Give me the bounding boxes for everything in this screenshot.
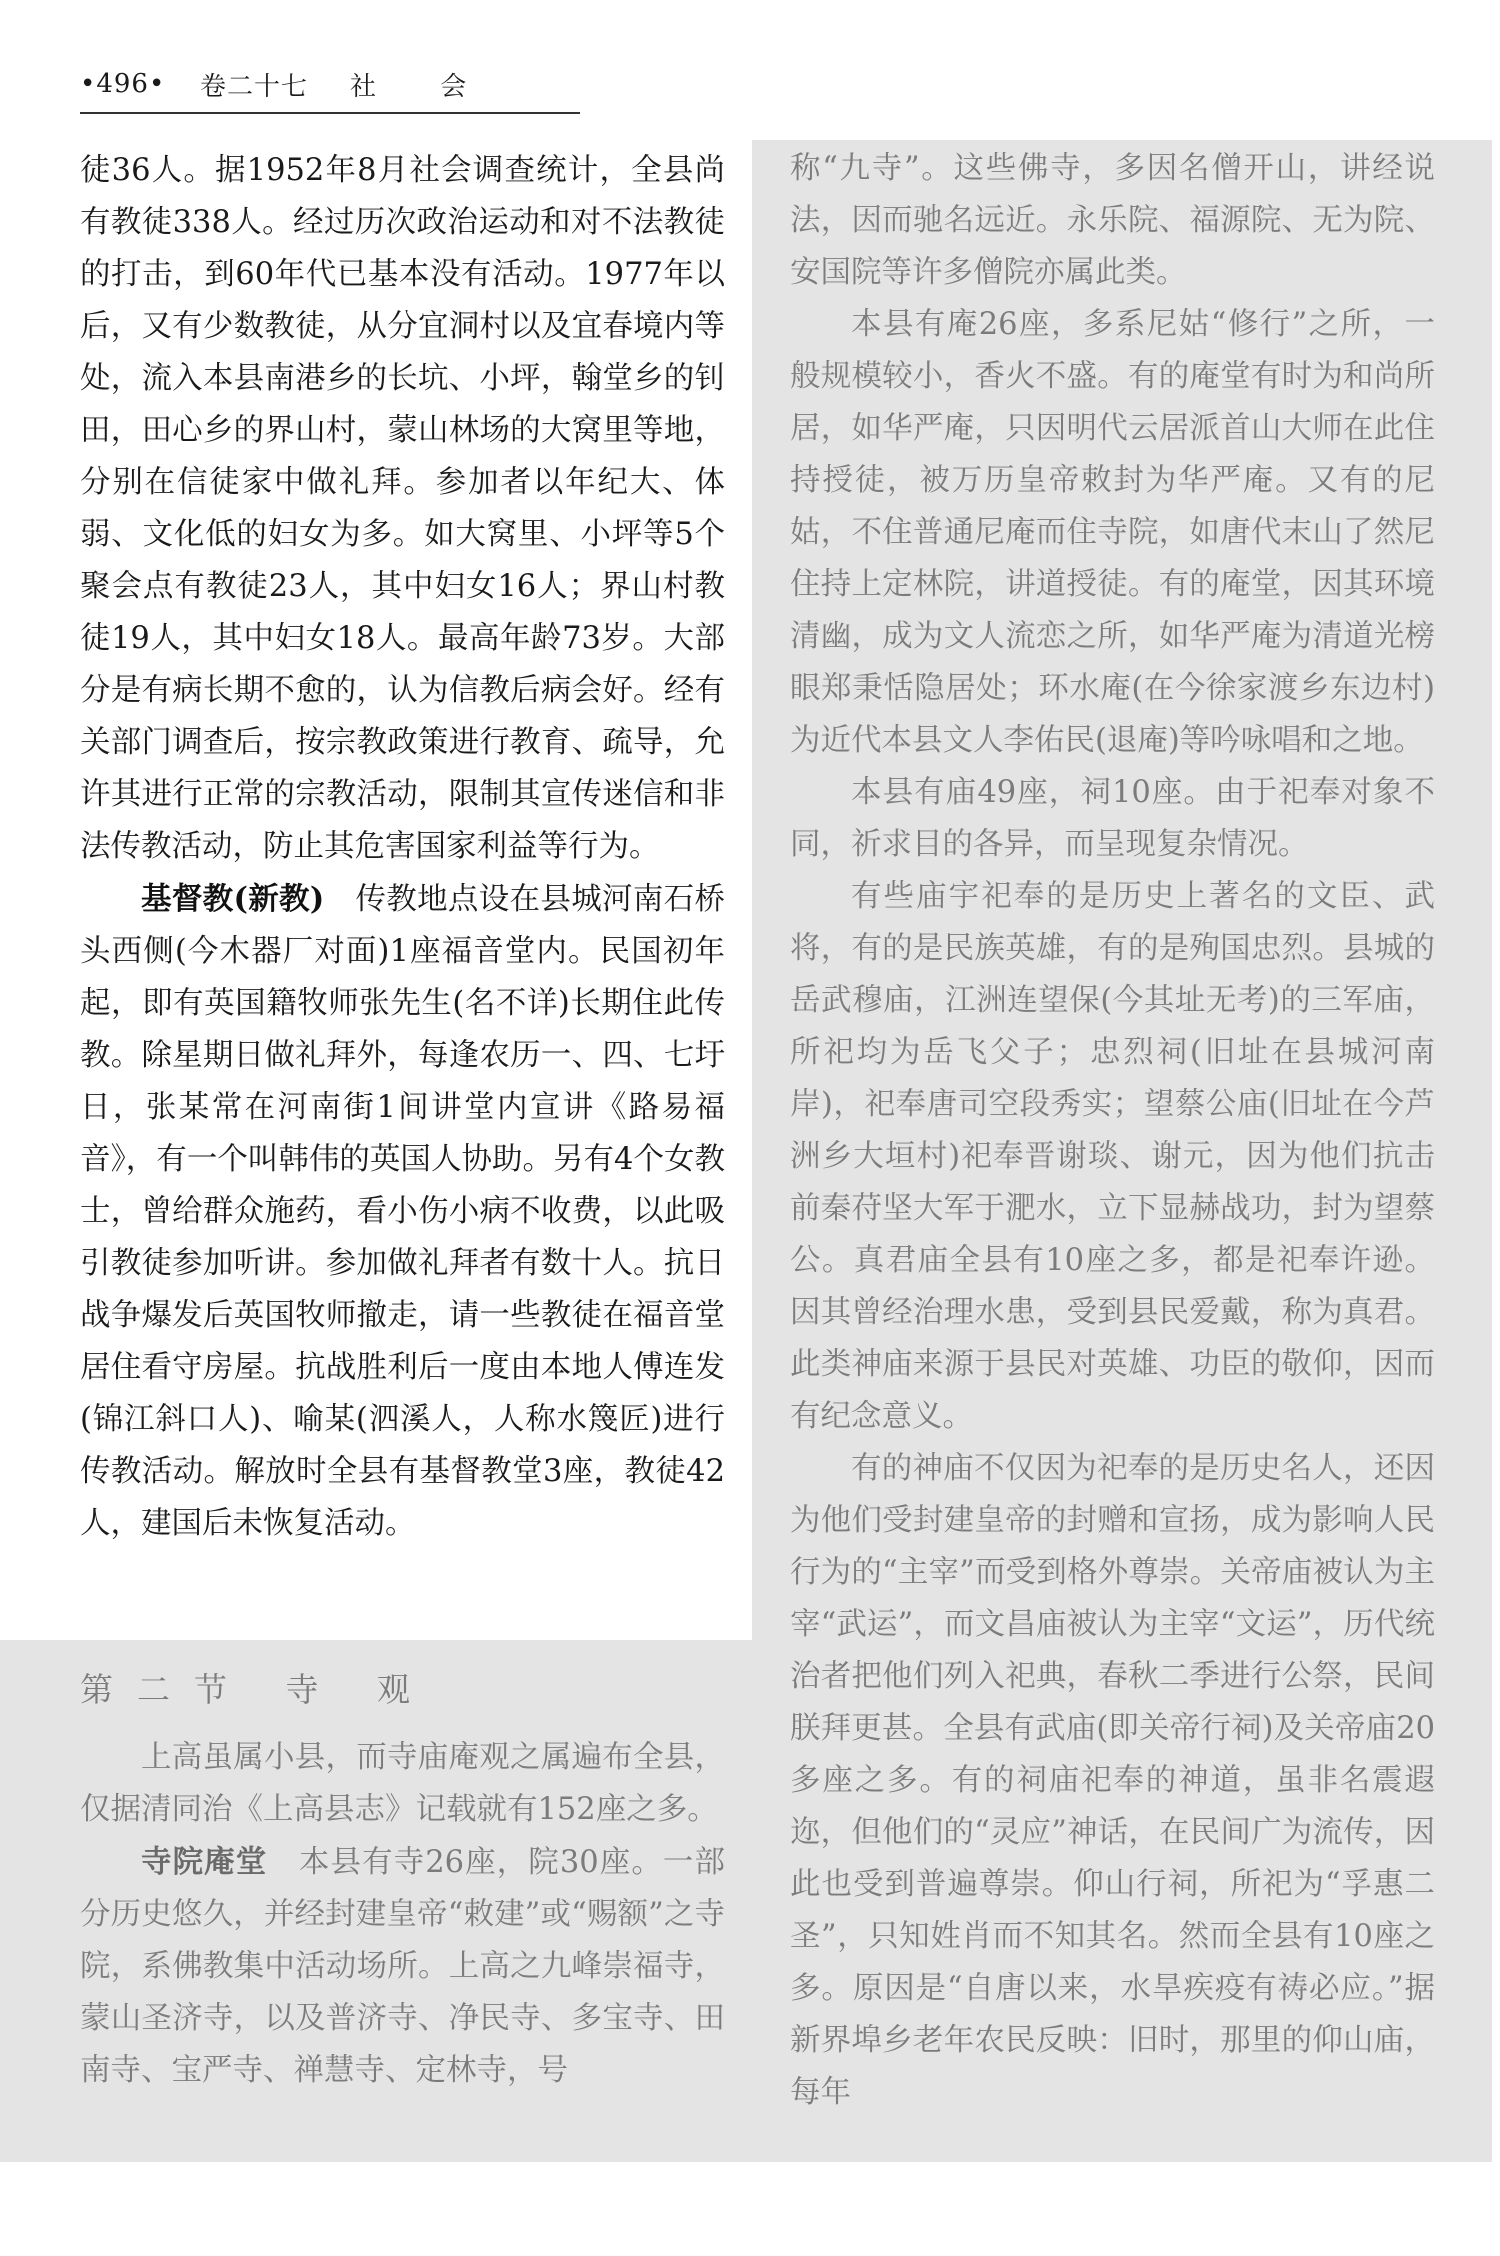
left-column <box>80 145 725 1550</box>
paragraph-text: 本县有寺26座，院30座。一部分历史悠久，并经封建皇帝“敕建”或“赐额”之寺院，系佛教集中活动场所。上高之九峰崇福寺，蒙山圣济寺，以及普济寺、净民寺、多宝寺、田南寺、宝严寺、禅慧寺、定林寺，号 <box>80 1845 725 2088</box>
left-column-lower <box>80 1662 725 2097</box>
paragraph: 有的神庙不仅因为祀奉的是历史名人，还因为他们受封建皇帝的封赠和宣扬，成为影响人民行为的“主宰”而受到格外尊崇。关帝庙被认为主宰“武运”，而文昌庙被认为主宰“文运”，历代统治者把他们列入祀典，春秋二季进行公祭，民间朕拜更甚。全县有武庙(即关帝行祠)及关帝庙20多座之多。有的祠庙祀奉的神道，虽非名震遐迩，但他们的“灵应”神话，在民间广为流传，因此也受到普遍尊崇。仰山行祠，所祀为“孚惠二圣”，只知姓肖而不知其名。然而全县有10座之多。原因是“自唐以来，水旱疾疫有祷必应。”据新界埠乡老年农民反映：旧时，那里的仰山庙，每年 <box>790 1451 1435 2110</box>
section-title: 第二节 寺 观 <box>80 1670 434 1709</box>
running-header <box>80 60 580 108</box>
paragraph: 本县有庵26座，多系尼姑“修行”之所，一般规模较小，香火不盛。有的庵堂有时为和尚所居，如华严庵，只因明代云居派首山大师在此住持授徒，被万历皇帝敕封为华严庵。又有的尼姑，不住普通尼庵而住寺院，如唐代末山了然尼住持上定林院，讲道授徒。有的庵堂，因其环境清幽，成为文人流恋之所，如华严庵为清道光榜眼郑秉恬隐居处；环水庵(在今徐家渡乡东边村)为近代本县文人李佑民(退庵)等吟咏唱和之地。 <box>790 307 1435 758</box>
paragraph: 上高虽属小县，而寺庙庵观之属遍布全县，仅据清同治《上高县志》记载就有152座之多。 <box>80 1740 725 1827</box>
paragraph: 徒36人。据1952年8月社会调查统计，全县尚有教徒338人。经过历次政治运动和对不法教徒的打击，到60年代已基本没有活动。1977年以后，又有少数教徒，从分宜洞村以及宜春境内等处，流入本县南港乡的长坑、小坪，翰堂乡的钊田，田心乡的界山村，蒙山林场的大窝里等地，分别在信徒家中做礼拜。参加者以年纪大、体弱、文化低的妇女为多。如大窝里、小坪等5个聚会点有教徒23人，其中妇女16人；界山村教徒19人，其中妇女18人。最高年龄73岁。大部分是有病长期不愈的，认为信教后病会好。经有关部门调查后，按宗教政策进行教育、疏导，允许其进行正常的宗教活动，限制其宣传迷信和非法传教活动，防止其危害国家利益等行为。 <box>80 153 725 864</box>
term-heading: 基督教(新教) <box>141 881 325 917</box>
volume-label: 卷二十七 <box>200 71 309 102</box>
header-rule <box>80 112 580 114</box>
paragraph: 有些庙宇祀奉的是历史上著名的文臣、武将，有的是民族英雄，有的是殉国忠烈。县城的岳武穆庙，江洲连望保(今其址无考)的三军庙，所祀均为岳飞父子；忠烈祠(旧址在县城河南岸)，祀奉唐司空段秀实；望蔡公庙(旧址在今芦洲乡大垣村)祀奉晋谢琰、谢元，因为他们抗击前秦苻坚大军于淝水，立下显赫战功，封为望蔡公。真君庙全县有10座之多，都是祀奉许逊。因其曾经治理水患，受到县民爱戴，称为真君。此类神庙来源于县民对英雄、功臣的敬仰，因而有纪念意义。 <box>790 879 1435 1434</box>
paragraph-text: 传教地点设在县城河南石桥头西侧(今木器厂对面)1座福音堂内。民国初年起，即有英国籍牧师张先生(名不详)长期住此传教。除星期日做礼拜外，每逢农历一、四、七圩日，张某常在河南街1间讲堂内宣讲《路易福音》，有一个叫韩伟的英国人协助。另有4个女教士，曾给群众施药，看小伤小病不收费，以此吸引教徒参加听讲。参加做礼拜者有数十人。抗日战争爆发后英国牧师撤走，请一些教徒在福音堂居住看守房屋。抗战胜利后一度由本地人傅连发(锦江斜口人)、喻某(泗溪人，人称水篾匠)进行传教活动。解放时全县有基督教堂3座，教徒42人，建国后未恢复活动。 <box>80 882 725 1541</box>
right-column <box>790 143 1435 2119</box>
section-label: 社 会 <box>350 71 495 102</box>
term-heading: 寺院庵堂 <box>141 1844 268 1880</box>
paragraph: 本县有庙49座，祠10座。由于祀奉对象不同，祈求目的各异，而呈现复杂情况。 <box>790 775 1435 862</box>
paragraph: 称“九寺”。这些佛寺，多因名僧开山，讲经说法，因而驰名远近。永乐院、福源院、无为院、安国院等许多僧院亦属此类。 <box>790 151 1435 290</box>
paragraph <box>80 873 725 1550</box>
paragraph <box>80 1836 725 2097</box>
page-number: •496• <box>80 69 166 99</box>
